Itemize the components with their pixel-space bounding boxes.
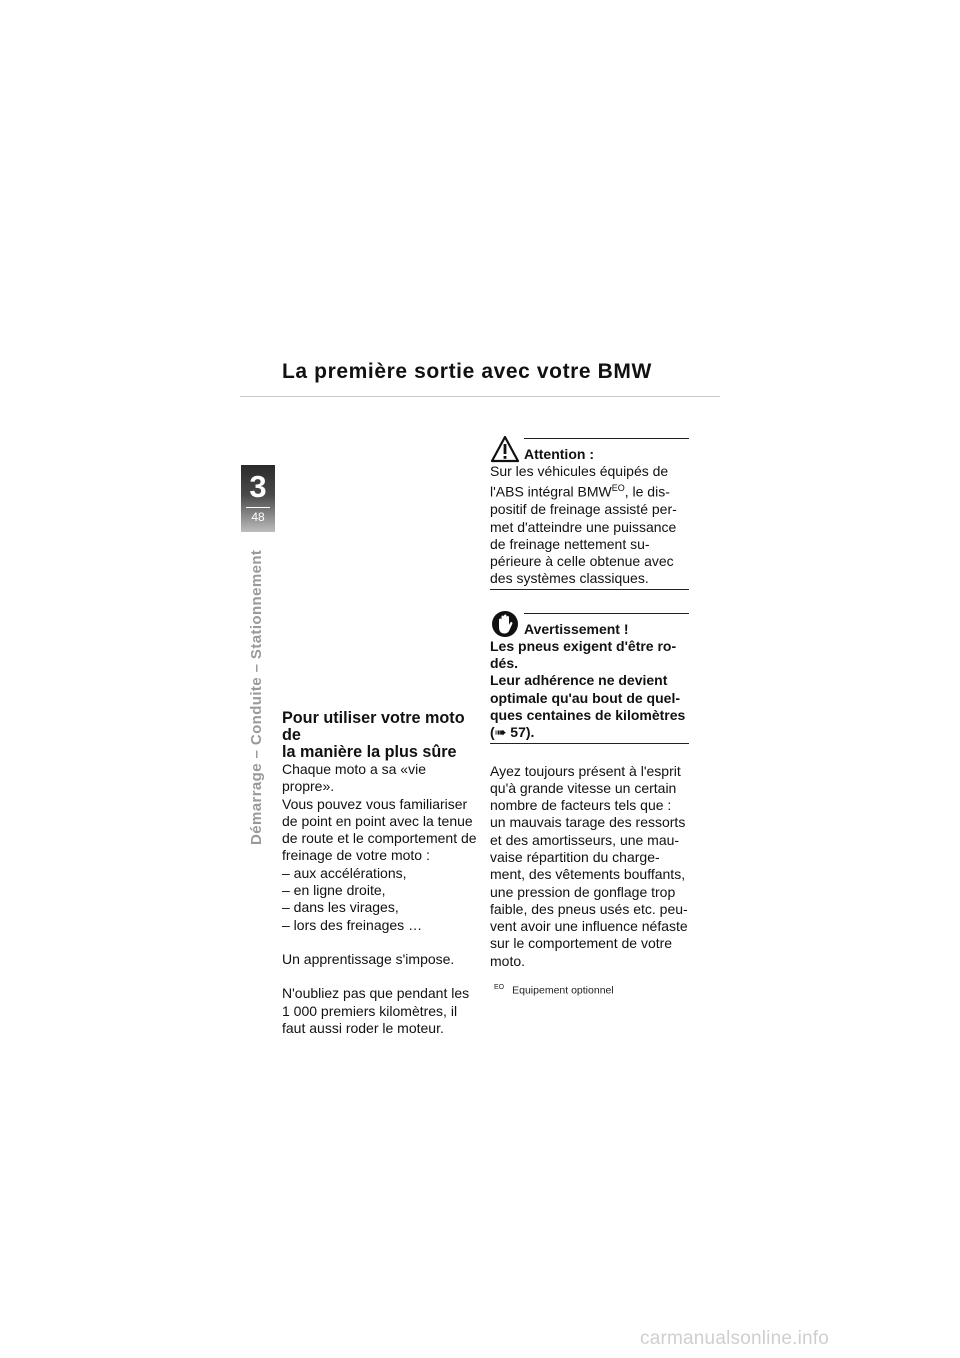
warning-line: ques centaines de kilomètres bbox=[490, 706, 686, 723]
warning-rule-bottom bbox=[490, 743, 689, 744]
intro-line: freinage de votre moto : bbox=[282, 847, 430, 864]
learning-paragraph: Un apprentissage s'impose. bbox=[282, 950, 455, 967]
attention-title: Attention : bbox=[524, 446, 594, 462]
title-divider bbox=[240, 396, 720, 397]
warning-line: (➠ 57). bbox=[490, 724, 535, 741]
footnote-text: Equipement optionnel bbox=[512, 984, 614, 997]
page-title: La première sortie avec votre BMW bbox=[282, 360, 652, 383]
section-heading-line1: Pour utiliser votre moto de bbox=[282, 709, 465, 744]
running-in-line: N'oubliez pas que pendant les bbox=[282, 985, 470, 1002]
warning-line: optimale qu'au bout de quel- bbox=[490, 689, 680, 706]
attention-rule-bottom bbox=[490, 589, 689, 590]
list-item: – aux accélérations, bbox=[282, 864, 407, 881]
attention-note bbox=[490, 435, 690, 590]
warning-triangle-icon bbox=[490, 435, 520, 463]
warning-line: Les pneus exigent d'être ro- bbox=[490, 637, 677, 654]
watermark: carmanualsonline.info bbox=[640, 1328, 830, 1349]
list-item: – lors des freinages … bbox=[282, 916, 423, 933]
warning-header bbox=[490, 610, 690, 638]
high-speed-line: faible, des pneus usés etc. peu- bbox=[490, 900, 688, 917]
intro-line: Chaque moto a sa «vie propre». bbox=[282, 761, 426, 795]
chapter-divider bbox=[246, 507, 270, 508]
list-item: – en ligne droite, bbox=[282, 882, 386, 899]
intro-line: de point en point avec la tenue bbox=[282, 812, 473, 829]
attention-rule-top bbox=[524, 438, 689, 439]
right-column bbox=[490, 435, 690, 970]
high-speed-line: un mauvais tarage des ressorts bbox=[490, 814, 686, 831]
warning-note bbox=[490, 610, 690, 744]
situations-list bbox=[282, 865, 478, 934]
chapter-tab bbox=[241, 465, 275, 532]
high-speed-line: et des amortisseurs, une mau- bbox=[490, 831, 680, 848]
footnote-mark: EO bbox=[494, 984, 505, 991]
attention-line: de freinage nettement su- bbox=[490, 535, 650, 552]
attention-line: met d'atteindre une puissance bbox=[490, 518, 677, 535]
warning-body bbox=[490, 638, 690, 742]
chapter-side-label: Démarrage – Conduite – Stationnement bbox=[248, 549, 265, 845]
high-speed-line: vent avoir une influence néfaste bbox=[490, 918, 688, 935]
intro-line: Vous pouvez vous familiariser bbox=[282, 795, 468, 812]
high-speed-line: Ayez toujours présent à l'esprit bbox=[490, 762, 681, 779]
running-in-line: 1 000 premiers kilomètres, il bbox=[282, 1002, 458, 1019]
warning-line: dés. bbox=[490, 655, 519, 672]
intro-paragraph bbox=[282, 761, 478, 865]
attention-line: l'ABS intégral BMW bbox=[490, 483, 612, 500]
running-in-paragraph bbox=[282, 985, 478, 1037]
warning-line: Leur adhérence ne devient bbox=[490, 672, 668, 689]
high-speed-line: sur le comportement de votre bbox=[490, 935, 673, 952]
attention-header bbox=[490, 435, 690, 463]
attention-line: positif de freinage assisté per- bbox=[490, 501, 677, 518]
left-column bbox=[282, 710, 478, 1037]
high-speed-line: ment, des vêtements bouffants, bbox=[490, 866, 686, 883]
attention-line: des systèmes classiques. bbox=[490, 570, 649, 587]
footnote bbox=[494, 984, 614, 997]
optional-equipment-mark: EO bbox=[611, 483, 625, 494]
attention-body bbox=[490, 463, 690, 588]
attention-line-suffix: , le dis- bbox=[624, 483, 670, 500]
spacer bbox=[282, 968, 478, 985]
page-number: 48 bbox=[251, 510, 265, 524]
spacer bbox=[282, 934, 478, 951]
list-item: – dans les virages, bbox=[282, 899, 399, 916]
stop-hand-icon bbox=[490, 610, 520, 638]
chapter-number: 3 bbox=[249, 469, 267, 504]
warning-title: Avertissement ! bbox=[524, 620, 629, 637]
intro-line: de route et le comportement de bbox=[282, 830, 477, 847]
high-speed-line: nombre de facteurs tels que : bbox=[490, 797, 672, 814]
high-speed-paragraph bbox=[490, 763, 690, 971]
high-speed-line: moto. bbox=[490, 952, 526, 969]
section-heading bbox=[282, 710, 478, 761]
section-heading-line2: la manière la plus sûre bbox=[282, 743, 457, 761]
spacer bbox=[490, 590, 690, 610]
attention-line: périeure à celle obtenue avec bbox=[490, 553, 674, 570]
warning-rule-top bbox=[524, 613, 689, 614]
spacer bbox=[490, 744, 690, 763]
high-speed-line: qu'à grande vitesse un certain bbox=[490, 779, 677, 796]
attention-line: Sur les véhicules équipés de bbox=[490, 463, 669, 479]
high-speed-line: vaise répartition du charge- bbox=[490, 849, 660, 865]
high-speed-line: une pression de gonflage trop bbox=[490, 883, 676, 900]
running-in-line: faut aussi roder le moteur. bbox=[282, 1019, 444, 1036]
